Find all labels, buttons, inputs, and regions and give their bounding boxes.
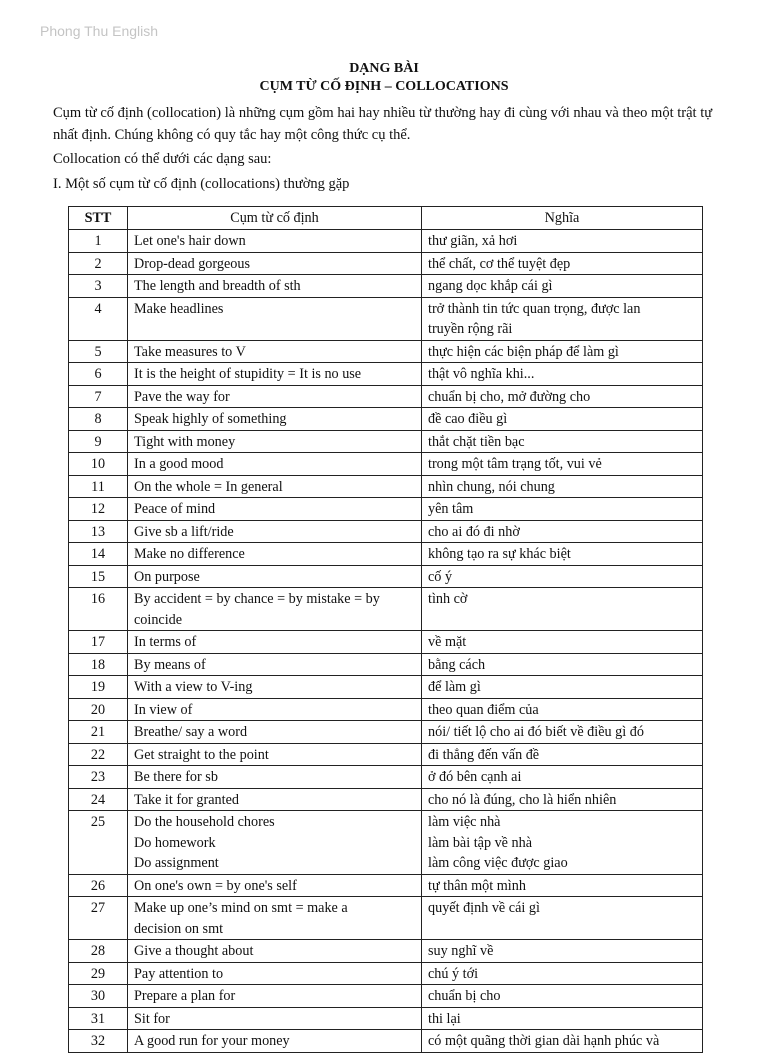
phrase-cell <box>128 653 422 676</box>
row-number: 28 <box>69 940 128 963</box>
table-row <box>69 788 703 811</box>
row-number: 26 <box>69 874 128 897</box>
table-row <box>69 543 703 566</box>
meaning-cell <box>422 588 703 631</box>
meaning-line: suy nghĩ về <box>428 943 494 959</box>
phrase-line: On the whole = In general <box>134 478 283 495</box>
table-row <box>69 721 703 744</box>
table-row <box>69 430 703 453</box>
phrase-line: On one's own = by one's self <box>134 877 297 894</box>
meaning-cell <box>422 1030 703 1053</box>
row-number: 29 <box>69 962 128 985</box>
phrase-line: Make headlines <box>134 300 224 317</box>
row-number: 8 <box>69 408 128 431</box>
meaning-line: quyết định về cái gì <box>428 900 540 916</box>
phrase-cell <box>128 1007 422 1030</box>
row-number: 5 <box>69 340 128 363</box>
phrase-line: By accident = by chance = by mistake = by <box>134 591 380 607</box>
phrase-line: In terms of <box>134 634 197 650</box>
collocations-table <box>68 206 703 1053</box>
row-number: 24 <box>69 788 128 811</box>
phrase-line: Take it for granted <box>134 791 239 808</box>
table-row <box>69 962 703 985</box>
phrase-line: By means of <box>134 656 206 673</box>
phrase-line: Breathe/ say a word <box>134 724 248 740</box>
meaning-cell <box>422 874 703 897</box>
phrase-line: Give sb a lift/ride <box>134 523 234 540</box>
meaning-line: làm bài tập về nhà <box>428 834 533 851</box>
row-number: 30 <box>69 985 128 1008</box>
meaning-cell <box>422 766 703 789</box>
meaning-line: có một quãng thời gian dài hạnh phúc và <box>428 1033 660 1049</box>
phrase-line: On purpose <box>134 568 200 585</box>
row-number: 4 <box>69 297 128 340</box>
phrase-line: The length and breadth of sth <box>134 278 301 294</box>
meaning-line: cho nó là đúng, cho là hiển nhiên <box>428 791 617 808</box>
meaning-cell <box>422 408 703 431</box>
table-row <box>69 874 703 897</box>
phrase-cell <box>128 498 422 521</box>
row-number: 18 <box>69 653 128 676</box>
meaning-cell <box>422 811 703 875</box>
phrase-line: Take measures to V <box>134 343 246 360</box>
meaning-line: về mặt <box>428 634 467 650</box>
meaning-line <box>428 610 696 631</box>
row-number: 31 <box>69 1007 128 1030</box>
phrase-cell <box>128 453 422 476</box>
row-number: 12 <box>69 498 128 521</box>
meaning-line: theo quan điểm của <box>428 701 539 718</box>
row-number: 27 <box>69 897 128 940</box>
meaning-cell <box>422 340 703 363</box>
meaning-cell <box>422 275 703 298</box>
meaning-cell <box>422 698 703 721</box>
row-number: 32 <box>69 1030 128 1053</box>
meaning-line: làm việc nhà <box>428 814 501 830</box>
table-row <box>69 897 703 940</box>
row-number: 10 <box>69 453 128 476</box>
row-number: 16 <box>69 588 128 631</box>
meaning-cell <box>422 676 703 699</box>
row-number: 17 <box>69 631 128 654</box>
meaning-line <box>428 919 696 940</box>
meaning-line: trong một tâm trạng tốt, vui vẻ <box>428 456 602 472</box>
table-row <box>69 631 703 654</box>
phrase-line: Let one's hair down <box>134 233 246 249</box>
phrase-cell <box>128 897 422 940</box>
meaning-line: chuẩn bị cho, mở đường cho <box>428 388 591 405</box>
phrase-cell <box>128 962 422 985</box>
meaning-cell <box>422 297 703 340</box>
table-row <box>69 475 703 498</box>
row-number: 22 <box>69 743 128 766</box>
phrase-line: Pave the way for <box>134 388 230 405</box>
meaning-cell <box>422 475 703 498</box>
phrase-line: decision on smt <box>134 920 224 937</box>
meaning-line: làm công việc được giao <box>428 855 568 871</box>
phrase-line: Be there for sb <box>134 769 218 785</box>
table-row <box>69 520 703 543</box>
table-row <box>69 297 703 340</box>
table-row <box>69 275 703 298</box>
phrase-line: Give a thought about <box>134 943 254 959</box>
meaning-cell <box>422 962 703 985</box>
meaning-cell <box>422 897 703 940</box>
section-heading: I. Một số cụm từ cố định (collocations) thường gặp <box>53 176 350 192</box>
phrase-cell <box>128 811 422 875</box>
row-number: 23 <box>69 766 128 789</box>
meaning-line: thi lại <box>428 1010 461 1027</box>
phrase-line: Drop-dead gorgeous <box>134 255 250 272</box>
phrase-line: Sit for <box>134 1010 170 1027</box>
phrase-line: Pay attention to <box>134 965 224 982</box>
phrase-cell <box>128 788 422 811</box>
meaning-cell <box>422 653 703 676</box>
meaning-cell <box>422 743 703 766</box>
meaning-line: đi thẳng đến vấn đề <box>428 746 540 763</box>
phrase-cell <box>128 743 422 766</box>
phrase-cell <box>128 408 422 431</box>
row-number: 14 <box>69 543 128 566</box>
meaning-cell <box>422 543 703 566</box>
phrase-cell <box>128 985 422 1008</box>
meaning-line: để làm gì <box>428 679 481 695</box>
phrase-line: A good run for your money <box>134 1033 290 1049</box>
row-number: 25 <box>69 811 128 875</box>
phrase-cell <box>128 676 422 699</box>
row-number: 6 <box>69 363 128 386</box>
phrase-line: Tight with money <box>134 433 236 450</box>
header-meaning: Nghĩa <box>422 207 703 230</box>
meaning-line: thư giãn, xả hơi <box>428 233 518 249</box>
meaning-line: thực hiện các biện pháp để làm gì <box>428 343 619 360</box>
phrase-cell <box>128 543 422 566</box>
row-number: 1 <box>69 230 128 253</box>
phrase-cell <box>128 698 422 721</box>
meaning-line: thắt chặt tiền bạc <box>428 433 525 450</box>
phrase-cell <box>128 363 422 386</box>
meaning-line: thể chất, cơ thể tuyệt đẹp <box>428 255 571 272</box>
table-row <box>69 565 703 588</box>
phrase-cell <box>128 588 422 631</box>
phrase-line: Prepare a plan for <box>134 988 236 1004</box>
row-number: 21 <box>69 721 128 744</box>
meaning-line: nói/ tiết lộ cho ai đó biết về điều gì đó <box>428 724 644 740</box>
meaning-cell <box>422 385 703 408</box>
meaning-line: bằng cách <box>428 656 486 673</box>
table-row <box>69 766 703 789</box>
meaning-cell <box>422 430 703 453</box>
row-number: 2 <box>69 252 128 275</box>
meaning-line: trở thành tin tức quan trọng, được lan <box>428 300 641 317</box>
phrase-cell <box>128 297 422 340</box>
table-row <box>69 940 703 963</box>
phrase-cell <box>128 721 422 744</box>
phrase-cell <box>128 766 422 789</box>
table-row <box>69 385 703 408</box>
table-row <box>69 676 703 699</box>
doc-subtitle: CỤM TỪ CỐ ĐỊNH – COLLOCATIONS <box>259 79 509 94</box>
table-row <box>69 698 703 721</box>
phrase-cell <box>128 631 422 654</box>
phrase-line: It is the height of stupidity = It is no use <box>134 366 362 382</box>
meaning-cell <box>422 940 703 963</box>
meaning-cell <box>422 230 703 253</box>
table-row <box>69 811 703 875</box>
table-row <box>69 653 703 676</box>
phrase-line: coincide <box>134 611 183 628</box>
phrase-cell <box>128 940 422 963</box>
meaning-line: cho ai đó đi nhờ <box>428 523 520 540</box>
phrase-line: In a good mood <box>134 456 224 472</box>
phrase-cell <box>128 275 422 298</box>
table-row <box>69 743 703 766</box>
phrase-line: Get straight to the point <box>134 746 269 763</box>
table-row <box>69 985 703 1008</box>
phrase-cell <box>128 475 422 498</box>
table-row <box>69 1030 703 1053</box>
meaning-cell <box>422 565 703 588</box>
meaning-cell <box>422 985 703 1008</box>
meaning-cell <box>422 1007 703 1030</box>
table-row <box>69 340 703 363</box>
phrase-cell <box>128 1030 422 1053</box>
table-row <box>69 588 703 631</box>
table-row <box>69 230 703 253</box>
meaning-cell <box>422 252 703 275</box>
meaning-line: yên tâm <box>428 501 474 517</box>
phrase-line: Speak highly of something <box>134 411 287 427</box>
intro-paragraph: Cụm từ cố định (collocation) là những cụm gồm hai hay nhiều từ thường hay đi cùng với nhau và theo một trật tự nhất định. Chúng không có quy tắc hay một công thức cụ thể. <box>53 105 713 143</box>
phrase-cell <box>128 874 422 897</box>
meaning-line: tự thân một mình <box>428 877 526 894</box>
table-row <box>69 1007 703 1030</box>
header-stt: STT <box>69 207 128 230</box>
meaning-line: tình cờ <box>428 591 468 607</box>
meaning-line: thật vô nghĩa khi... <box>428 366 535 382</box>
meaning-cell <box>422 788 703 811</box>
row-number: 19 <box>69 676 128 699</box>
meaning-line: truyền rộng rãi <box>428 321 513 337</box>
phrase-cell <box>128 430 422 453</box>
row-number: 15 <box>69 565 128 588</box>
meaning-cell <box>422 631 703 654</box>
table-row <box>69 408 703 431</box>
meaning-line: cố ý <box>428 568 453 585</box>
row-number: 9 <box>69 430 128 453</box>
meaning-line: ở đó bên cạnh ai <box>428 769 522 785</box>
phrase-line: Do the household chores <box>134 814 275 830</box>
doc-title: DẠNG BÀI <box>349 61 419 76</box>
table-row <box>69 453 703 476</box>
phrase-line <box>134 319 415 340</box>
table-header-row <box>69 207 703 230</box>
table-row <box>69 363 703 386</box>
header-phrase: Cụm từ cố định <box>128 207 422 230</box>
meaning-cell <box>422 498 703 521</box>
table-row <box>69 498 703 521</box>
row-number: 20 <box>69 698 128 721</box>
phrase-cell <box>128 520 422 543</box>
row-number: 7 <box>69 385 128 408</box>
meaning-cell <box>422 363 703 386</box>
row-number: 3 <box>69 275 128 298</box>
row-number: 11 <box>69 475 128 498</box>
meaning-line: nhìn chung, nói chung <box>428 478 555 495</box>
phrase-line: With a view to V-ing <box>134 679 253 695</box>
phrase-cell <box>128 252 422 275</box>
meaning-line: chú ý tới <box>428 965 479 982</box>
phrase-line: In view of <box>134 701 193 718</box>
meaning-line: chuẩn bị cho <box>428 988 501 1004</box>
meaning-line: đề cao điều gì <box>428 411 508 427</box>
meaning-cell <box>422 453 703 476</box>
phrase-line: Do assignment <box>134 855 219 871</box>
watermark: Phong Thu English <box>40 23 159 39</box>
meaning-cell <box>422 520 703 543</box>
phrase-cell <box>128 230 422 253</box>
table-body <box>69 230 703 1053</box>
meaning-line: không tạo ra sự khác biệt <box>428 546 571 562</box>
forms-paragraph: Collocation có thể dưới các dạng sau: <box>53 151 272 167</box>
phrase-cell <box>128 565 422 588</box>
phrase-line: Peace of mind <box>134 501 216 517</box>
phrase-line: Do homework <box>134 834 216 851</box>
phrase-line: Make up one’s mind on smt = make a <box>134 900 348 916</box>
phrase-cell <box>128 385 422 408</box>
meaning-line: ngang dọc khắp cái gì <box>428 278 553 294</box>
row-number: 13 <box>69 520 128 543</box>
phrase-line: Make no difference <box>134 546 245 562</box>
phrase-cell <box>128 340 422 363</box>
table-row <box>69 252 703 275</box>
meaning-cell <box>422 721 703 744</box>
